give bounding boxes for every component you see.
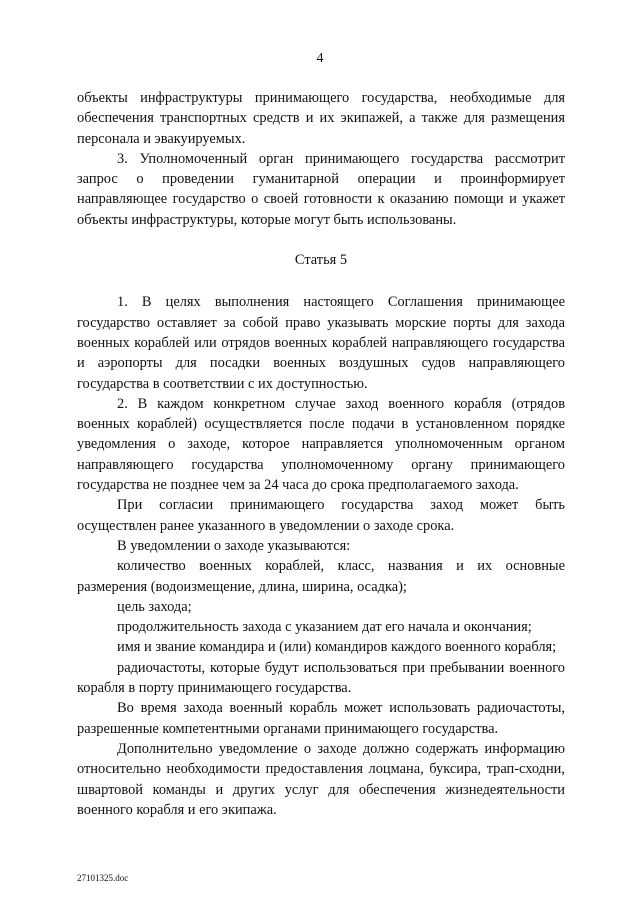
paragraph-notice-intro: В уведомлении о заходе указываются: bbox=[117, 537, 351, 554]
footer-document-code: 27101325.doc bbox=[77, 873, 129, 883]
paragraph-consent: При согласии принимающего государства заход может быть осуществлен ранее указанного в уведомлении о заходе срока. bbox=[77, 497, 565, 534]
paragraph-clause-3: 3. Уполномоченный орган принимающего государства рассмотрит запрос о проведении гуманитарной операции и проинформирует направляющее государство о своей готовности к оказанию помощи и укажет объекты инфраструктуры, которые могут быть использованы. bbox=[77, 150, 565, 228]
list-item-radio: радиочастоты, которые будут использоваться при пребывании военного корабля в порту принимающего государства. bbox=[77, 659, 565, 697]
list-item-ships: количество военных кораблей, класс, названия и их основные размерения (водоизмещение, длина, ширина, осадка); bbox=[77, 558, 565, 595]
paragraph-continuation: объекты инфраструктуры принимающего государства, необходимые для обеспечения транспортных средств и их экипажей, а также для размещения персонала и эвакуируемых. bbox=[77, 90, 565, 147]
paragraph-clause-1: 1. В целях выполнения настоящего Соглашения принимающее государство оставляет за собой право указывать морские порты для захода военных кораблей или отрядов военных кораблей направляющего государства и аэропорты для посадки военных воздушных судов направляющего государства в соответствии с их доступностью. bbox=[77, 294, 565, 392]
article-heading: Статья 5 bbox=[294, 252, 348, 269]
page-number: 4 bbox=[316, 51, 324, 66]
paragraph-additional-info: Дополнительно уведомление о заходе должно содержать информацию относительно необходимости предоставления лоцмана, буксира, трап-сходни, швартовой команды и других услуг для обеспечения жизнедеятельности военного корабля и его экипажа. bbox=[77, 740, 565, 818]
list-item-commander: имя и звание командира и (или) командиров каждого военного корабля; bbox=[117, 639, 557, 656]
list-item-duration: продолжительность захода с указанием дат его начала и окончания; bbox=[117, 619, 532, 636]
paragraph-clause-2: 2. В каждом конкретном случае заход военного корабля (отрядов военных кораблей) осуществляется после подачи в установленном порядке уведомления о заходе, которое направляется уполномоченным органом направляющего государства уполномоченному органу принимающего государства не позднее чем за 24 часа до срока предполагаемого захода. bbox=[77, 395, 565, 494]
list-item-purpose: цель захода; bbox=[117, 598, 192, 615]
paragraph-radio-usage: Во время захода военный корабль может использовать радиочастоты, разрешенные компетентными органами принимающего государства. bbox=[77, 700, 565, 737]
document-body bbox=[77, 88, 565, 820]
